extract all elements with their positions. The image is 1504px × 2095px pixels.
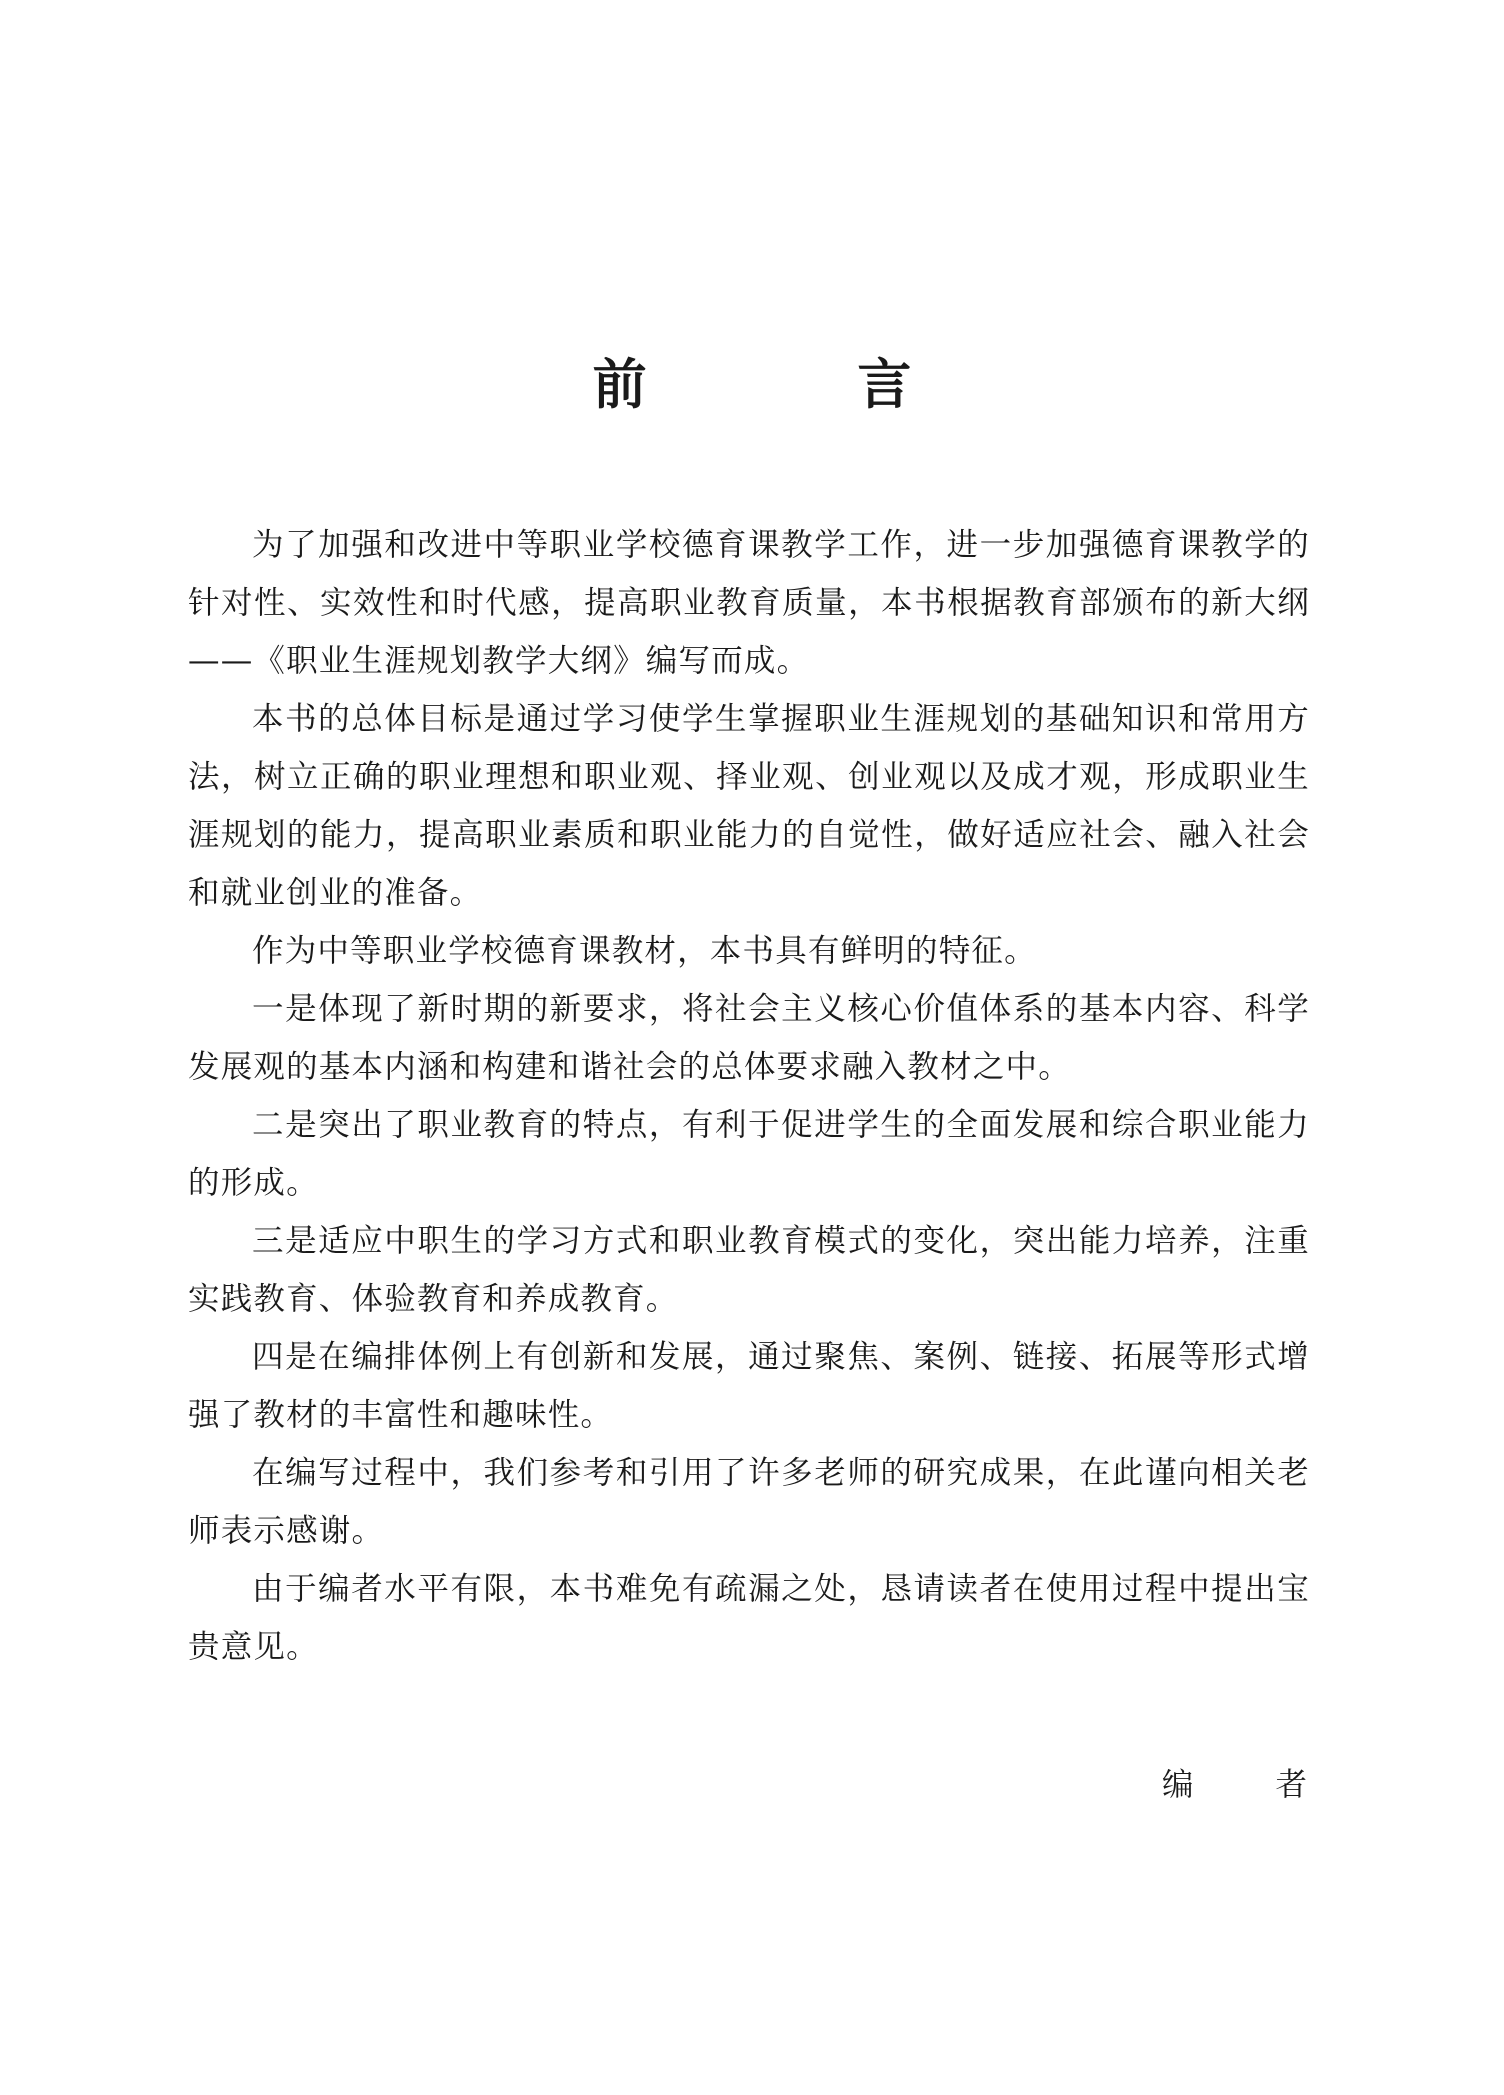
- paragraph-features-intro: 作为中等职业学校德育课教材，本书具有鲜明的特征。: [252, 933, 1037, 969]
- paragraph-feature-4: 四是在编排体例上有创新和发展，通过聚焦、案例、链接、拓展等形式增强了教材的丰富性和趣味性。: [188, 1339, 1310, 1433]
- paragraph-feature-2: 二是突出了职业教育的特点，有利于促进学生的全面发展和综合职业能力的形成。: [188, 1107, 1310, 1201]
- paragraph-goal: 本书的总体目标是通过学习使学生掌握职业生涯规划的基础知识和常用方法，树立正确的职业理想和职业观、择业观、创业观以及成才观，形成职业生涯规划的能力，提高职业素质和职业能力的自觉性，做好适应社会、融入社会和就业创业的准备。: [188, 701, 1310, 911]
- preface-body: [188, 516, 1310, 1676]
- signature: 编 者: [1162, 1767, 1344, 1803]
- paragraph-purpose: 为了加强和改进中等职业学校德育课教学工作，进一步加强德育课教学的针对性、实效性和时代感，提高职业教育质量，本书根据教育部颁布的新大纲——《职业生涯规划教学大纲》编写而成。: [188, 527, 1310, 679]
- paragraph-feature-3: 三是适应中职生的学习方式和职业教育模式的变化，突出能力培养，注重实践教育、体验教育和养成教育。: [188, 1223, 1310, 1317]
- paragraph-disclaimer: 由于编者水平有限，本书难免有疏漏之处，恳请读者在使用过程中提出宝贵意见。: [188, 1571, 1310, 1665]
- paragraph-acknowledgement: 在编写过程中，我们参考和引用了许多老师的研究成果，在此谨向相关老师表示感谢。: [188, 1455, 1310, 1549]
- page-title: 前 言: [592, 352, 1008, 416]
- paragraph-feature-1: 一是体现了新时期的新要求，将社会主义核心价值体系的基本内容、科学发展观的基本内涵和构建和谐社会的总体要求融入教材之中。: [188, 991, 1310, 1085]
